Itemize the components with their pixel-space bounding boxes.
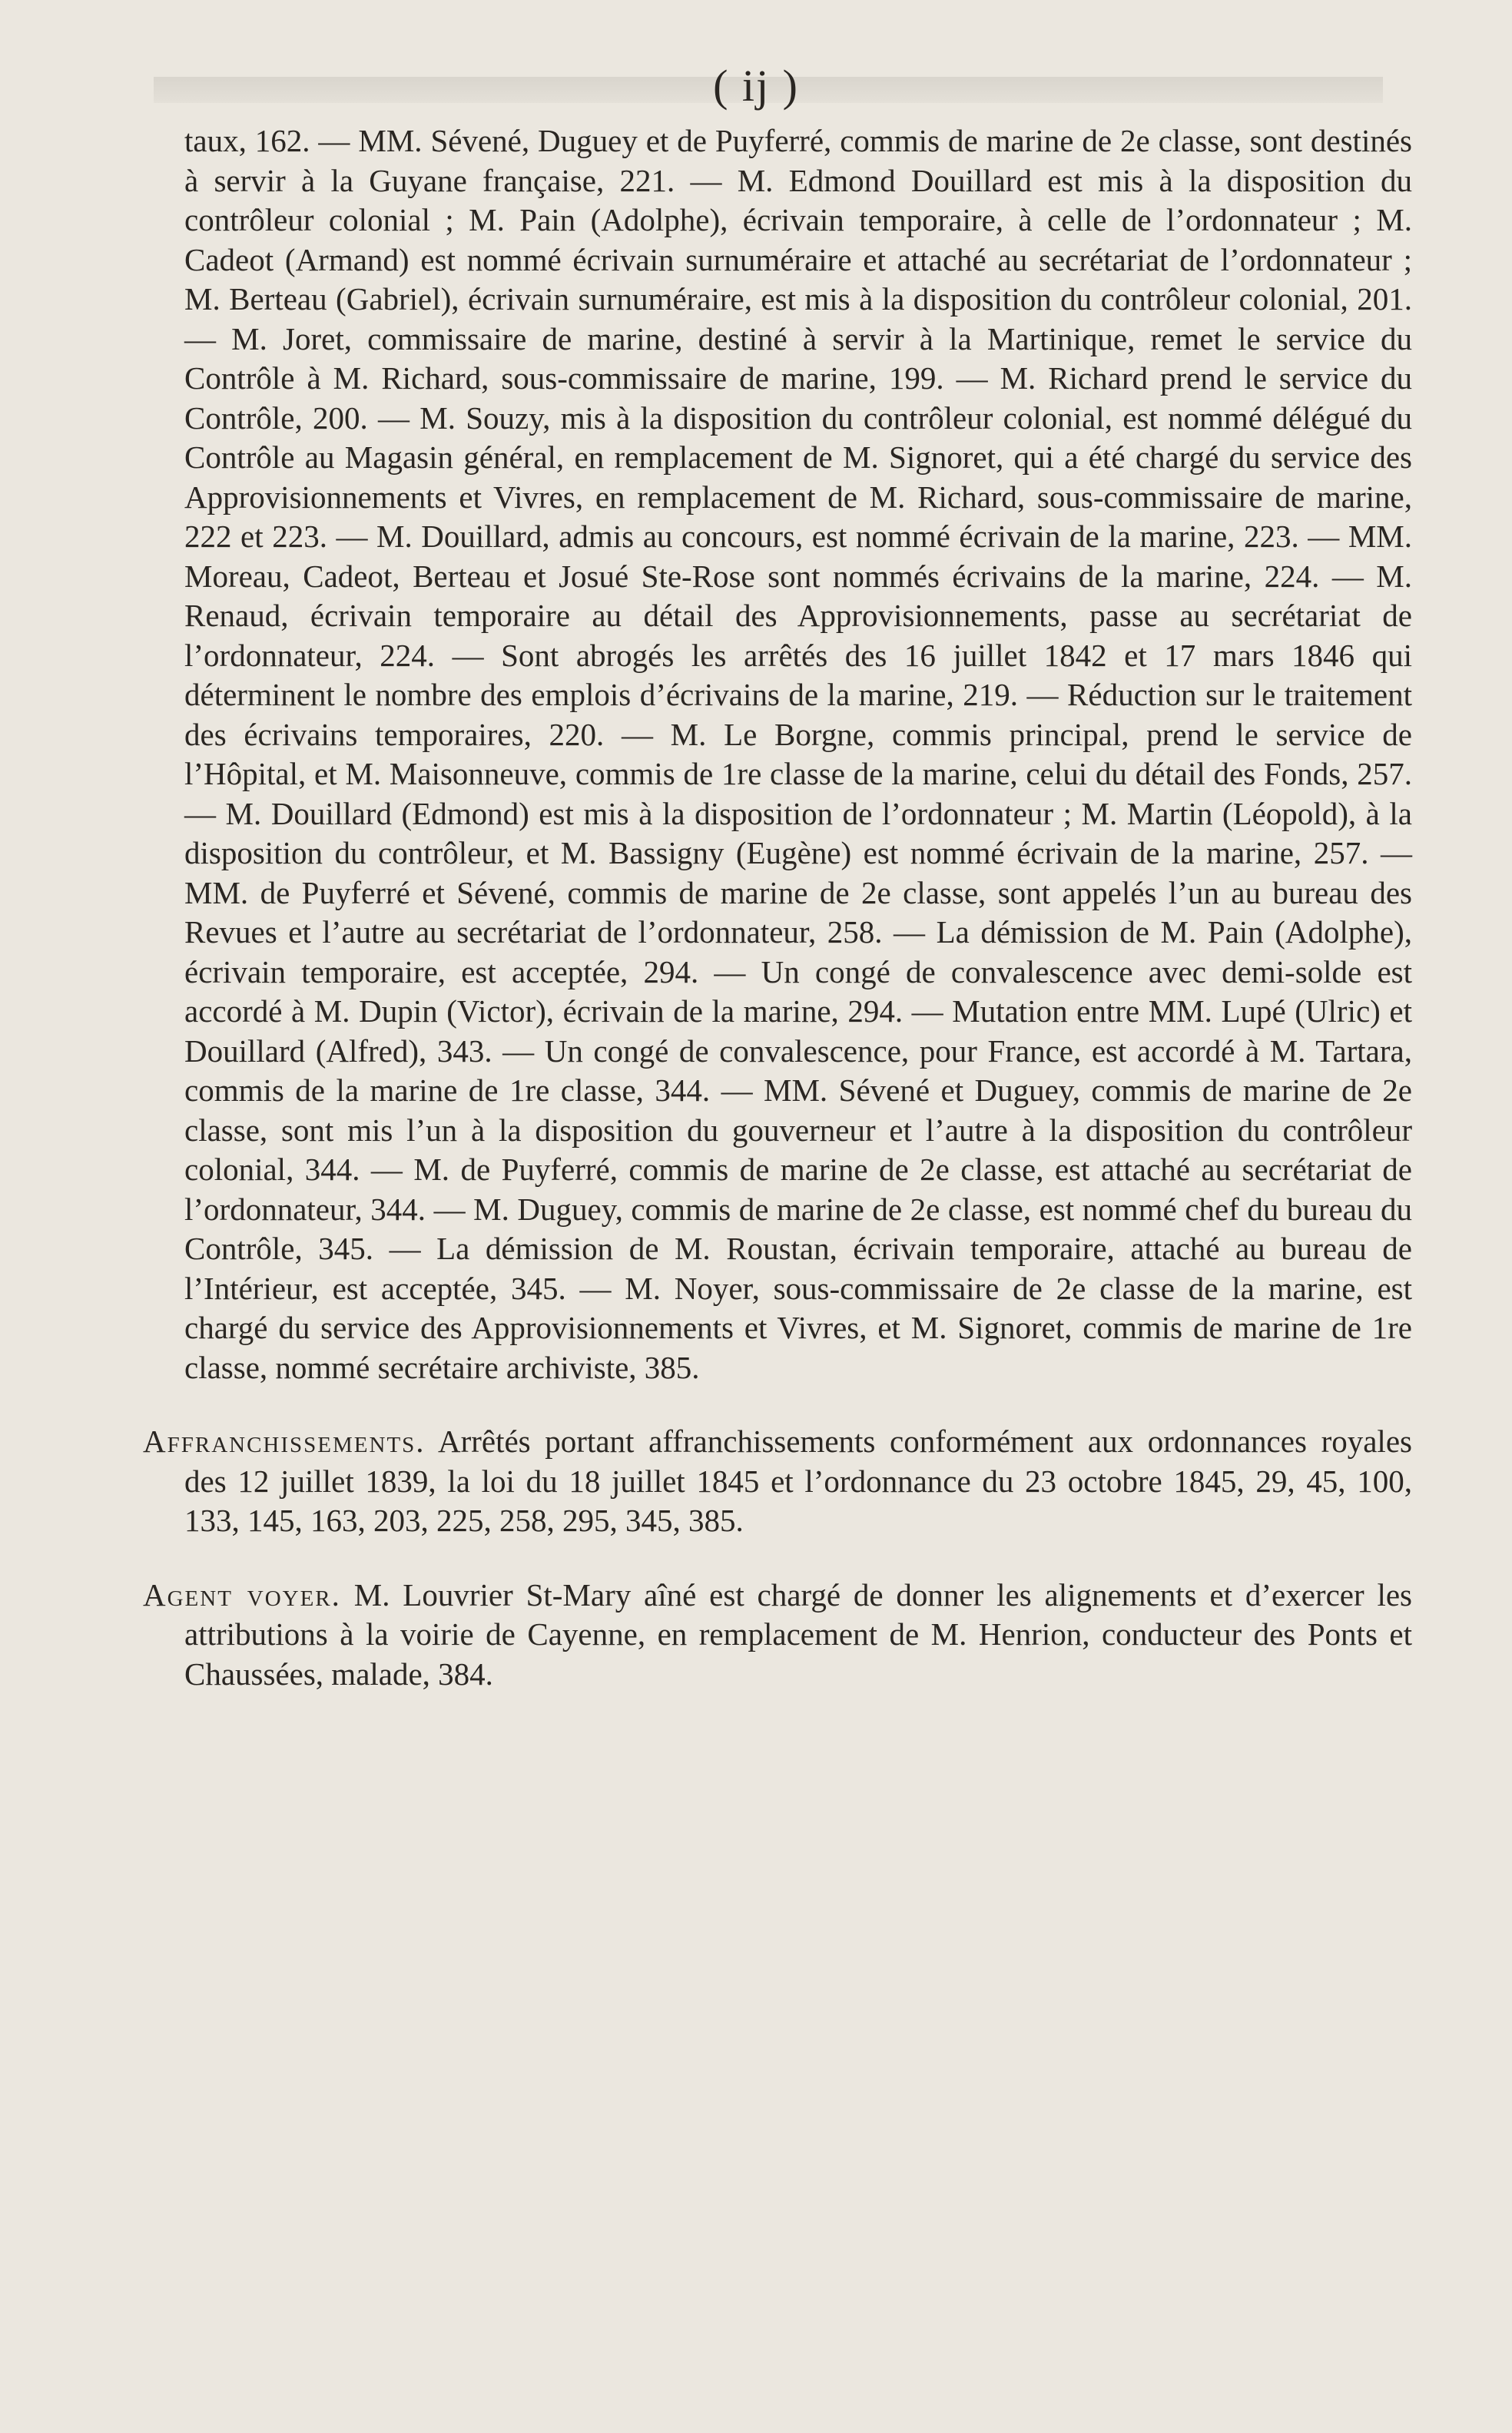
index-entry-affranchissements <box>143 1422 1412 1541</box>
index-entry-agent-voyer <box>143 1576 1412 1695</box>
page-body <box>143 121 1413 1694</box>
entry-heading: Agent voyer. <box>143 1576 341 1613</box>
entry-heading: Affranchissements. <box>143 1424 426 1459</box>
entry-text: Arrêtés portant affranchissements conformément aux ordonnances royales des 12 juillet 1839, la loi du 18 juillet 1845 et l’ordonnance du 23 octobre 1845, 29, 45, 100, 133, 145, 163, 203, 225, 258, 295, 345, 385. <box>184 1424 1412 1538</box>
page-folio: ( ij ) <box>713 61 799 111</box>
entry-text: taux, 162. — MM. Sévené, Duguey et de Puyferré, commis de marine de 2e classe, sont destinés à servir à la Guyane française, 221. — M. Edmond Douillard est mis à la disposition du contrôleur colonial ; M. Pain (Adolphe), écrivain temporaire, à celle de l’ordonnateur ; M. Cadeot (Armand) est nommé écrivain surnuméraire et attaché au secrétariat de l’ordonnateur ; M. Berteau (Gabriel), écrivain surnuméraire, est mis à la disposition du contrôleur colonial, 201. — M. Joret, commissaire de marine, destiné à servir à la Martinique, remet le service du Contrôle à M. Richard, sous-commissaire de marine, 199. — M. Richard prend le service du Contrôle, 200. — M. Souzy, mis à la disposition du contrôleur colonial, est nommé délégué du Contrôle au Magasin général, en remplacement de M. Signoret, qui a été chargé du service des Approvisionnements et Vivres, en remplacement de M. Richard, sous-commissaire de marine, 222 et 223. — M. Douillard, admis au concours, est nommé écrivain de la marine, 223. — MM. Moreau, Cadeot, Berteau et Josué Ste-Rose sont nommés écrivains de la marine, 224. — M. Renaud, écrivain temporaire au détail des Approvisionnements, passe au secrétariat de l’ordonnateur, 224. — Sont abrogés les arrêtés des 16 juillet 1842 et 17 mars 1846 qui déterminent le nombre des emplois d’écrivains de la marine, 219. — Réduction sur le traitement des écrivains temporaires, 220. — M. Le Borgne, commis principal, prend le service de l’Hôpital, et M. Maisonneuve, commis de 1re classe de la marine, celui du détail des Fonds, 257. — M. Douillard (Edmond) est mis à la disposition de l’ordonnateur ; M. Martin (Léopold), à la disposition du contrôleur, et M. Bassigny (Eugène) est nommé écrivain de la marine, 257. — MM. de Puyferré et Sévené, commis de marine de 2e classe, sont appelés l’un au bureau des Revues et l’autre au secrétariat de l’ordonnateur, 258. — La démission de M. Pain (Adolphe), écrivain temporaire, est acceptée, 294. — Un congé de convalescence avec demi-solde est accordé à M. Dupin (Victor), écrivain de la marine, 294. — Mutation entre MM. Lupé (Ulric) et Douillard (Alfred), 343. — Un congé de convalescence, pour France, est accordé à M. Tartara, commis de la marine de 1re classe, 344. — MM. Sévené et Duguey, commis de marine de 2e classe, sont mis l’un à la disposition du gouverneur et l’autre à la disposition du contrôleur colonial, 344. — M. de Puyferré, commis de marine de 2e classe, est attaché au secrétariat de l’ordonnateur, 344. — M. Duguey, commis de marine de 2e classe, est nommé chef du bureau du Contrôle, 345. — La démission de M. Roustan, écrivain temporaire, attaché au bureau de l’Intérieur, est acceptée, 345. — M. Noyer, sous-commissaire de 2e classe de la marine, est chargé du service des Approvisionnements et Vivres, et M. Signoret, commis de marine de 1re classe, nommé secrétaire archiviste, 385. <box>184 123 1412 1385</box>
entry-text: M. Louvrier St-Mary aîné est chargé de donner les alignements et d’exercer les attributions à la voirie de Cayenne, en remplacement de M. Henrion, conducteur des Ponts et Chaussées, malade, 384. <box>184 1576 1413 1692</box>
continued-entry <box>184 121 1412 1387</box>
